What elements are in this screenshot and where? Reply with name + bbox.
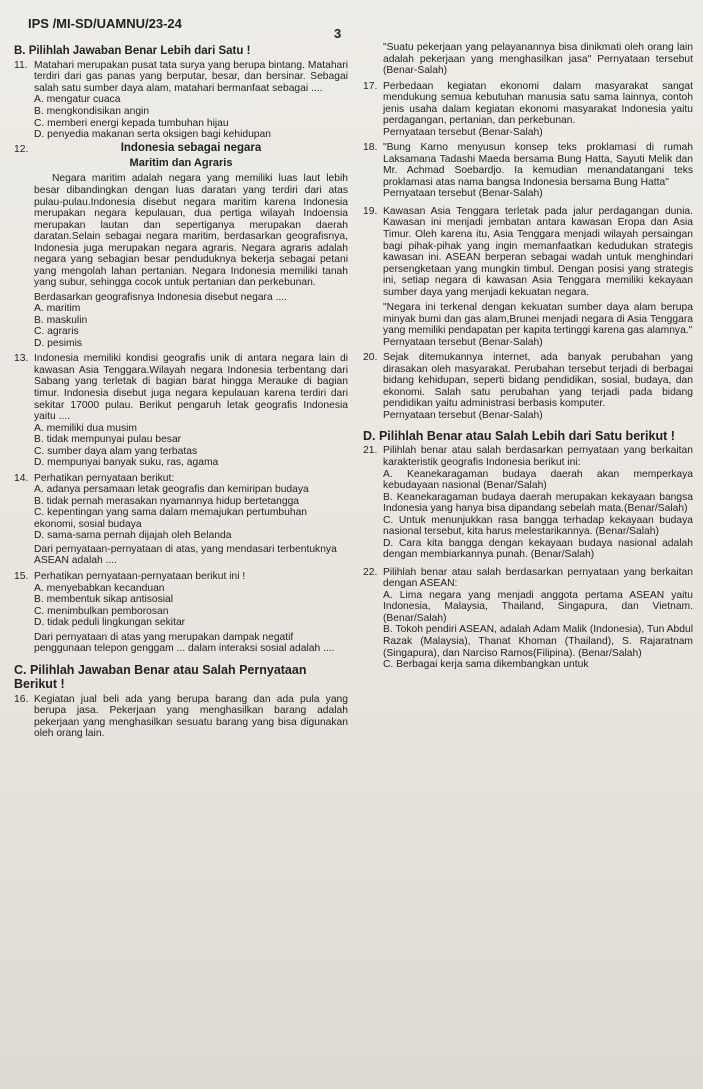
option-b[interactable]: B. tidak mempunyai pulau besar (34, 434, 182, 446)
question-number: 17. (363, 80, 378, 92)
question-text: Pilihlah benar atau salah berdasarkan pernyataan yang berkaitan dengan ASEAN: (383, 566, 693, 590)
question-11-options (34, 94, 348, 140)
question-text: Kegiatan jual beli ada yang berupa barang dan ada pula yang berupa jasa. Pekerjaan yang menghasilkan barang adalah pekerjaan yang menghasilkan sesuatu barang yang bisa digunakan oleh orang lain. (34, 693, 348, 740)
option-c[interactable]: C. sumber daya alam yang terbatas (34, 445, 198, 457)
question-number: 21. (363, 445, 378, 457)
option-d[interactable]: D. mempunyai banyak suku, ras, agama (34, 457, 219, 469)
question-14 (14, 473, 348, 485)
true-false-prompt[interactable]: Pernyataan tersebut (Benar-Salah) (383, 336, 543, 348)
question-number: 15. (14, 570, 29, 582)
statement-b: B. tidak pernah merasakan nyamannya hidup bertetangga (34, 495, 300, 507)
statement-d: D. sama-sama pernah dijajah oleh Belanda (34, 530, 232, 542)
question-text: "Bung Karno menyusun konsep teks proklamasi di rumah Laksamana Tadashi Maeda bersama Bung Hatta, Sayuti Melik dan Mr. Achmad Soebardjo. Ia kemudian menandatangani teks proklamasi atas nama bangsa Indonesia bersama Bung Hatta" (383, 142, 693, 188)
item-a[interactable]: A. Keanekaragaman budaya daerah akan memperkaya kebudayaan nasional (Benar/Salah) (383, 468, 693, 492)
question-number: 11. (14, 59, 28, 71)
question-12-options (34, 303, 348, 349)
question-text: Matahari merupakan pusat tata surya yang berupa bintang. Matahari terdiri dari gas panas yang berputar, besar, dan bersinar. Sebagai salah satu sumber daya alam, matahari bermanfaat sebagai .... (34, 59, 348, 94)
question-22 (363, 567, 693, 590)
left-column (14, 42, 348, 740)
question-intro: Perhatikan pernyataan-pernyataan berikut ini ! (34, 570, 246, 582)
statement-c: C. menimbulkan pemborosan (34, 605, 169, 617)
question-text: Kawasan Asia Tenggara terletak pada jalur perdagangan dunia. Kawasan ini menjadi jembatan antara kawasan Eropa dan Asia Timur. Oleh karena itu, Asia Tenggara menjadi wilayah persaingan bagi pihak-pihak yang ingin memanfaatkan kedudukan strategis kawasan ini. ASEAN berperan sebagai wadah untuk menghindari persengketaan yang mungkin timbul. Dengan posisi yang strategis ini, setiap negara di kawasan Asia Tenggara memiliki kekayaan sumber daya yang menjadi kekuatan negara. (383, 205, 693, 298)
statement-c: C. kepentingan yang sama dalam memajukan pertumbuhan ekonomi, sosial budaya (34, 507, 308, 530)
question-17 (363, 81, 693, 127)
question-20 (363, 352, 693, 410)
item-c[interactable]: C. Berbagai kerja sama dikembangkan untuk (383, 659, 589, 671)
question-text: Indonesia memiliki kondisi geografis unik di antara negara lain di kawasan Asia Tenggara.Wilayah negara Indonesia terbentang dari Sabang yang terletak di bagian barat hingga Merauke di bagian timur. Indonesia disebut juga negara kepulauan karena terdiri dari sekitar 17000 pulau. Berikut pengaruh letak geografis Indonesia yaitu .... (34, 353, 348, 423)
option-a[interactable]: A. mengatur cuaca (34, 94, 121, 106)
question-22-items (383, 590, 693, 671)
question-text: Dari pernyataan di atas yang merupakan dampak negatif penggunaan telepon genggam ... dalam interaksi sosial adalah .... (34, 631, 335, 655)
quoted-statement: "Negara ini terkenal dengan kekuatan sumber daya alam berupa minyak bumi dan gas alam,Brunei menjadi negara di Asia Tenggara yang memiliki pendapatan per kapita tertinggi karena gas alamnya." (383, 302, 693, 337)
option-b[interactable]: B. mengkondisikan angin (34, 106, 150, 117)
question-21-items (383, 469, 693, 561)
passage-title: Indonesia sebagai negara (120, 141, 262, 154)
question-15-statements (34, 583, 348, 629)
statement-a: A. menyebabkan kecanduan (34, 582, 165, 594)
statement-b: B. membentuk sikap antisosial (34, 594, 174, 606)
question-18 (363, 142, 693, 188)
question-number: 22. (363, 566, 378, 578)
question-14-statements (34, 484, 348, 542)
item-a[interactable]: A. Lima negara yang menjadi anggota pertama ASEAN yaitu Indonesia, Malaysia, Thailand, Singapura, dan Vietnam. (Benar/Salah) (383, 589, 693, 624)
option-a[interactable]: A. memiliki dua musim (34, 422, 137, 434)
statement-a: A. adanya persamaan letak geografis dan kemiripan budaya (34, 484, 309, 496)
passage-text: Negara maritim adalah negara yang memiliki luas laut lebih besar dibandingkan dengan luas daratan yang terdiri dari atas pulau-pulau.Indonesia disebut negara maritim karena Indonesia merupakan negara kepulauan, dua pertiga wilayah Indoensia merupakan lautan dan sepertiganya merupakan daerah daratan.Selain sebagai negara maritim, berdasarkan geografisnya, Indonesia juga merupakan negara agraris. Negara agraris adalah negara yang sebagian besar penduduknya bekerja sebagai petani yang mengolah lahan pertanian. Negara Indonesia memiliki tanah yang subur, sehingga cocok untuk pertanian dan perkebunan. (34, 173, 348, 289)
statement-d: D. tidak peduli lingkungan sekitar (34, 617, 186, 629)
question-13 (14, 353, 348, 422)
question-text: Perbedaan kegiatan ekonomi dalam masyarakat sangat mendukung semua kebutuhan manusia satu sama lainnya, contoh jenis usaha dalam kegiatan ekonomi masyarakat Indonesia yaitu perdagangan, pertanian, dan perkebunan. (383, 80, 693, 127)
question-number: 16. (14, 693, 29, 705)
question-number: 12. (14, 143, 29, 155)
option-d[interactable]: D. pesimis (34, 337, 83, 349)
option-c[interactable]: C. agraris (34, 326, 79, 338)
right-column (363, 42, 693, 671)
question-21 (363, 445, 693, 468)
passage-subtitle: Maritim dan Agraris (129, 157, 233, 170)
true-false-prompt[interactable]: Pernyataan tersebut (Benar-Salah) (383, 188, 543, 200)
option-b[interactable]: B. maskulin (34, 314, 88, 326)
question-number: 18. (363, 142, 378, 154)
question-16-statement[interactable]: "Suatu pekerjaan yang pelayanannya bisa dinikmati oleh orang lain adalah pekerjaan yang menghasilkan jasa" Pernyataan tersebut (Benar-Salah) (383, 42, 693, 77)
option-c[interactable]: C. memberi energi kepada tumbuhan hijau (34, 117, 229, 129)
section-b-heading: B. Pilihlah Jawaban Benar Lebih dari Satu ! (14, 45, 251, 57)
question-19 (363, 206, 693, 298)
question-11 (14, 60, 348, 95)
option-d[interactable]: D. penyedia makanan serta oksigen bagi kehidupan (34, 129, 271, 141)
document-code: IPS /MI-SD/UAMNU/23-24 (28, 16, 182, 31)
question-intro: Perhatikan pernyataan berikut: (34, 472, 175, 484)
section-c-heading: C. Pilihlah Jawaban Benar atau Salah Pernyataan Berikut ! (14, 662, 307, 691)
item-c[interactable]: C. Untuk menunjukkan rasa bangga terhadap kekayaan budaya nasional tersebut, kita harus melestarikannya. (Benar/Salah) (383, 514, 693, 538)
question-text: Sejak ditemukannya internet, ada banyak perubahan yang dirasakan oleh masyarakat. Perubahan tersebut terjadi di berbagai bidang kehidupan, seperti bidang pendidikan, sosial, budaya, dan ekonomi. Salah satu perubahan yang terjadi pada bidang pendidikan yaitu administrasi berbasis komputer. (383, 352, 693, 410)
true-false-prompt[interactable]: Pernyataan tersebut (Benar-Salah) (383, 409, 543, 421)
item-d[interactable]: D. Cara kita bangga dengan kekayaan budaya nasional adalah dengan membiarkannya punah. (Benar/Salah) (383, 537, 693, 561)
question-number: 13. (14, 353, 29, 365)
question-number: 14. (14, 472, 29, 484)
question-number: 19. (363, 205, 378, 217)
question-text: Pilihlah benar atau salah berdasarkan pernyataan yang berkaitan karakteristik geografis Indonesia berikut ini: (383, 445, 693, 468)
page-number: 3 (334, 26, 342, 41)
section-d-heading: D. Pilihlah Benar atau Salah Lebih dari Satu berikut ! (363, 429, 675, 444)
question-text: Dari pernyataan-pernyataan di atas, yang mendasari terbentuknya ASEAN adalah .... (34, 543, 337, 567)
item-b[interactable]: B. Keanekaragaman budaya daerah merupakan kekayaan bangsa Indonesia yang hanya bisa dipandang sebelah mata.(Benar/Salah) (383, 491, 693, 515)
item-b[interactable]: B. Tokoh pendiri ASEAN, adalah Adam Malik (Indonesia), Tun Abdul Razak (Malaysia), Thanat Khoman (Thailand), S. Rajaratnam (Singapura), dan Narciso Ramos(Filipina). (Benar/Salah) (383, 624, 693, 659)
option-a[interactable]: A. maritim (34, 303, 81, 315)
question-12 (14, 141, 348, 156)
question-text: Berdasarkan geografisnya Indonesia disebut negara .... (34, 291, 288, 303)
question-15 (14, 571, 348, 583)
true-false-prompt[interactable]: Pernyataan tersebut (Benar-Salah) (383, 126, 543, 138)
question-16 (14, 694, 348, 740)
question-13-options (34, 423, 348, 469)
question-number: 20. (363, 352, 378, 364)
